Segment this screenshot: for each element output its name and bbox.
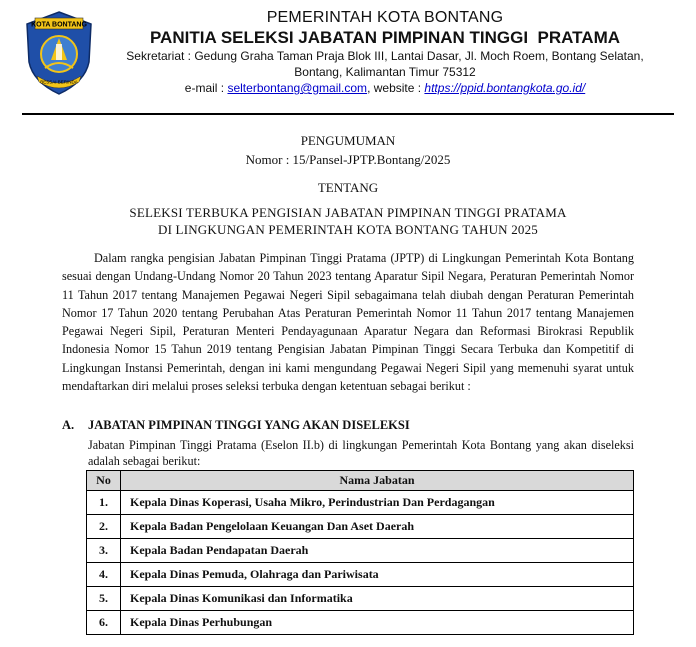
announcement-subject-line-1: SELEKSI TERBUKA PENGISIAN JABATAN PIMPINAN TINGGI PRATAMA [129,205,567,220]
letterhead [0,0,696,118]
city-emblem-logo [23,10,95,96]
opening-paragraph: Dalam rangka pengisian Jabatan Pimpinan Tinggi Pratama (JPTP) di Lingkungan Pemerintah Kota Bontang sesuai dengan Undang-Undang Nomor 20 Tahun 2023 tentang Aparatur Sipil Negara, Peraturan Pemerintah Nomor 11 Tahun 2017 tentang Manajemen Pegawai Negeri Sipil sebagaimana telah diubah dengan Peraturan Pemerintah Nomor 17 Tahun 2020 tentang Perubahan Atas Peraturan Pemerintah Nomor 11 Tahun 2017 tentang Manajemen Pegawai Negeri Sipil, Peraturan Menteri Pendayagunaan Aparatur Negara dan Reformasi Birokrasi Republik Indonesia Nomor 15 Tahun 2019 tentang Pengisian Jabatan Pimpinan Tinggi Secara Terbuka dan Kompetitif di Lingkungan Instansi Pemerintah, dengan ini kami mengundang Pegawai Negeri Sipil yang memenuhi syarat untuk mendaftarkan diri melalui proses seleksi terbuka dengan ketentuan sebagai berikut : [62,251,634,394]
svg-text:BESSAI BERINDA: BESSAI BERINDA [40,79,78,85]
committee-name: PANITIA SELEKSI JABATAN PIMPINAN TINGGI PRATAMA [149,28,621,47]
row-number: 1. [87,491,121,515]
government-name: PEMERINTAH KOTA BONTANG [266,9,504,26]
table-row [87,515,634,539]
table-row [87,563,634,587]
address-line-2: Bontang, Kalimantan Timur 75312 [294,65,476,79]
section-a-letter: A. [62,418,75,432]
row-position-name: Kepala Dinas Perhubungan [121,611,634,635]
announcement-number: Nomor : 15/Pansel-JPTP.Bontang/2025 [245,152,451,167]
table-header-row [87,471,634,491]
row-number: 2. [87,515,121,539]
row-position-name: Kepala Dinas Pemuda, Olahraga dan Pariwisata [121,563,634,587]
row-number: 5. [87,587,121,611]
table-row [87,539,634,563]
row-number: 6. [87,611,121,635]
section-a-intro: Jabatan Pimpinan Tinggi Pratama (Eselon II.b) di lingkungan Pemerintah Kota Bontang yang akan diseleksi adalah sebagai berikut: [88,438,634,468]
announcement-subject-line-2: DI LINGKUNGAN PEMERINTAH KOTA BONTANG TAHUN 2025 [157,222,538,237]
announcement-about: TENTANG [317,180,379,195]
header-position-name: Nama Jabatan [121,471,634,491]
email-label: e-mail : [184,81,228,95]
row-position-name: Kepala Dinas Komunikasi dan Informatika [121,587,634,611]
website-label: , website : [367,81,425,95]
svg-text:KOTA BONTANG: KOTA BONTANG [31,21,87,29]
letterhead-text [100,8,670,97]
row-position-name: Kepala Dinas Koperasi, Usaha Mikro, Perindustrian Dan Perdagangan [121,491,634,515]
section-a-heading [62,418,410,433]
row-number: 3. [87,539,121,563]
positions-table [86,470,634,635]
table-row [87,611,634,635]
row-position-name: Kepala Badan Pengelolaan Keuangan Dan Aset Daerah [121,515,634,539]
contact-line [100,80,670,97]
row-position-name: Kepala Badan Pendapatan Daerah [121,539,634,563]
header-no: No [87,471,121,491]
letterhead-divider [22,113,674,115]
website-link[interactable]: https://ppid.bontangkota.go.id/ [424,81,586,95]
announcement-heading: PENGUMUMAN [300,133,396,148]
email-link[interactable]: selterbontang@gmail.com [227,81,368,95]
section-a-title: JABATAN PIMPINAN TINGGI YANG AKAN DISELEKSI [88,418,410,432]
table-row [87,587,634,611]
row-number: 4. [87,563,121,587]
table-row [87,491,634,515]
address-line-1: Sekretariat : Gedung Graha Taman Praja Blok III, Lantai Dasar, Jl. Moch Roem, Bontang Selatan, [126,49,644,63]
